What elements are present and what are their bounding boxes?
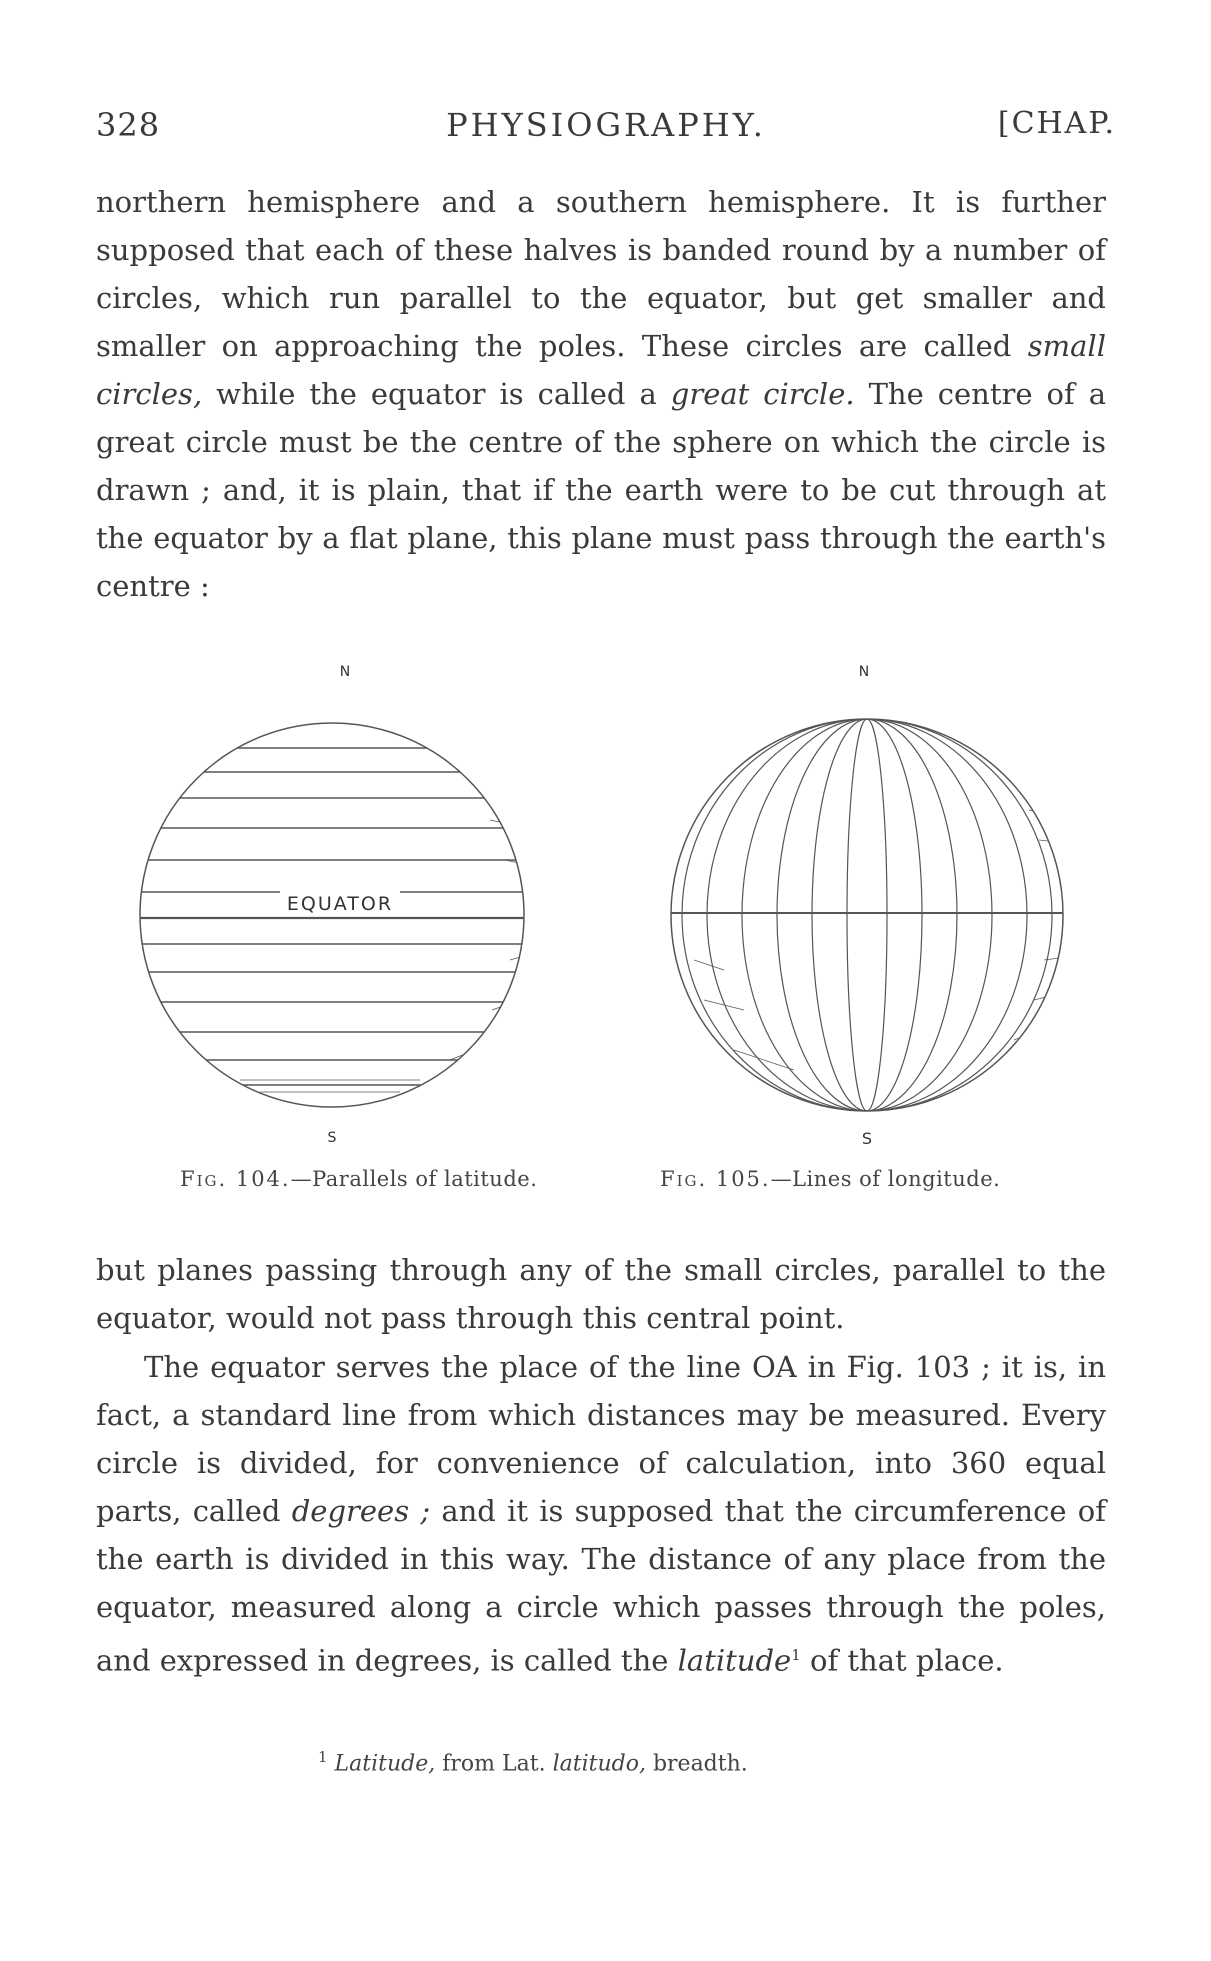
paragraph-2: but planes passing through any of the small circles, parallel to the equator, would not pass through this central point. [96,1253,1106,1335]
south-pole-label-105: S [861,1129,873,1148]
south-pole-label-104: S [327,1130,337,1146]
paragraph-1: northern hemisphere and a southern hemisphere. It is further supposed that each of these halves is banded round by a number of circles, which run parallel to the equator, but get smaller and smaller on approaching the poles. These circles are called small circles, while the equator is called a great circle. The centre of a great circle must be the centre of the sphere on which the circle is drawn ; and, it is plain, that if the earth were to be cut through at the equator by a flat plane, this plane must pass through the earth's centre : [96,185,1107,603]
figure-105-meridians [634,660,1094,1160]
figures [96,660,1116,1200]
footnote-ref: 1 [791,1646,801,1664]
footnote: $^1$ Latitude, from Lat. latitudo, breadth. [318,1748,748,1777]
figure-105-caption: Fig. 105.—Lines of longitude. [660,1167,1001,1191]
term-great-circle: great circle. [670,377,855,411]
term-latitude: latitude [677,1643,792,1678]
north-pole-label-104: N [339,664,351,680]
equator-label: EQUATOR [286,893,394,915]
figure-104-caption: Fig. 104.—Parallels of latitude. [180,1167,538,1191]
page-title: PHYSIOGRAPHY. [446,106,766,144]
paragraph-3: The equator serves the place of the line OA in Fig. 103 ; it is, in fact, a standard line from which distances may be measured. Every circle is divided, for convenience of calculation, into 360 equal parts, called degrees ; and it is supposed that the circumference of the earth is divided in this way. The distance of any place from the equator, measured along a circle which passes through the poles, and expressed in degrees, is called the latitude$^1$ of that place. [96,1350,1106,1678]
running-header [96,106,1116,154]
chapter-marker: [CHAP. [997,106,1116,141]
page-number: 328 [96,106,161,144]
figure-104-parallels [120,660,580,1160]
north-pole-label-105: N [858,664,870,680]
term-small-circles: small circles, [96,329,1106,411]
term-degrees: degrees ; [291,1494,431,1528]
